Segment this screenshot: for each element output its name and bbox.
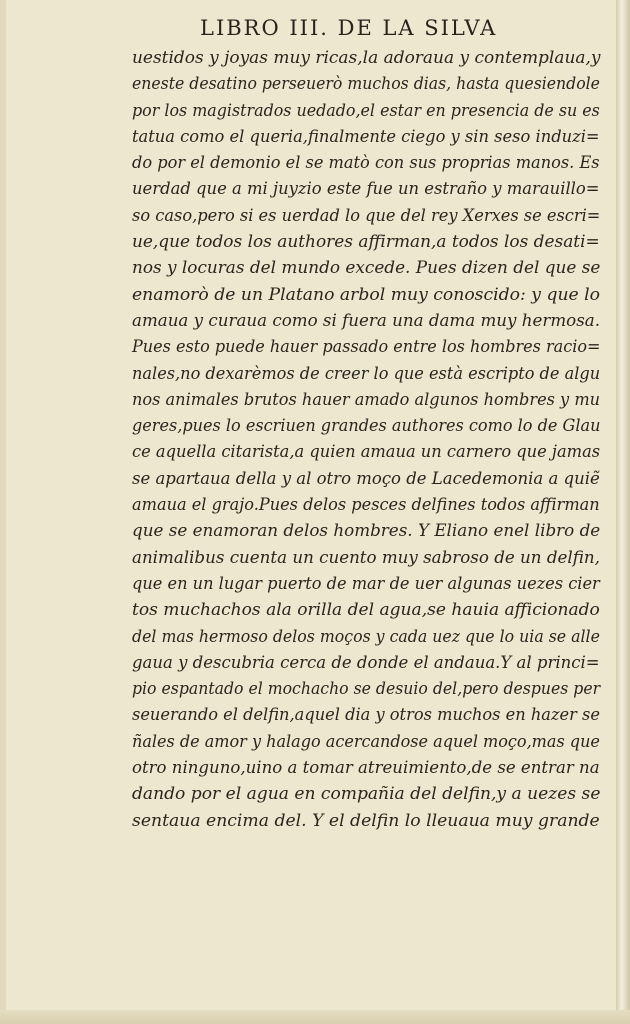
text-line: Pues esto puede hauer passado entre los hombres racio= xyxy=(132,337,601,357)
text-line: sentaua encima del. Y el delfin lo lleuaua muy grande xyxy=(132,810,600,830)
body-text xyxy=(132,45,600,834)
page-bottom-edge xyxy=(0,1010,630,1024)
text-line: ue,que todos los authores affirman,a todos los desati= xyxy=(132,232,600,252)
running-head: LIBRO III. DE LA SILVA xyxy=(200,16,498,40)
text-line: por los magistrados uedado,el estar en presencia de su es xyxy=(132,100,600,120)
text-line: nos y locuras del mundo excede. Pues dizen del que se xyxy=(132,258,601,278)
text-line: del mas hermoso delos moços y cada uez que lo uia se alle xyxy=(132,626,600,646)
text-line: animalibus cuenta un cuento muy sabroso de un delfin, xyxy=(132,547,600,567)
text-line: so caso,pero si es uerdad lo que del rey Xerxes se escri= xyxy=(132,205,601,225)
text-line: do por el demonio el se matò con sus proprias manos. Es xyxy=(132,153,600,173)
text-line: se apartaua della y al otro moço de Lacedemonia a quiẽ xyxy=(132,468,600,488)
text-line: uerdad que a mi juyzio este fue un estraño y marauillo= xyxy=(132,179,600,199)
text-line: uestidos y joyas muy ricas,la adoraua y contemplaua,y xyxy=(132,48,601,67)
page-edge xyxy=(616,0,630,1024)
text-line: amaua el grajo.Pues delos pesces delfines todos affirman xyxy=(132,495,600,515)
text-line: enamorò de un Platano arbol muy conoscido: y que lo xyxy=(132,284,601,304)
text-line: gaua y descubria cerca de donde el andaua.Y al princi= xyxy=(132,652,600,672)
text-line: dando por el agua en compañia del delfin,y a uezes se xyxy=(132,784,601,804)
text-line: tos muchachos ala orilla del agua,se hauia afficionado xyxy=(132,600,600,620)
text-line: que en un lugar puerto de mar de uer algunas uezes cier xyxy=(132,573,600,593)
page-gutter xyxy=(0,0,6,1024)
text-line: otro ninguno,uino a tomar atreuimiento,de se entrar na xyxy=(132,758,600,778)
text-line: pio espantado el mochacho se desuio del,pero despues per xyxy=(132,679,601,699)
text-line: nales,no dexarèmos de creer lo que està escripto de algu xyxy=(132,363,601,383)
text-line: seuerando el delfin,aquel dia y otros muchos en hazer se xyxy=(132,705,600,725)
text-line: amaua y curaua como si fuera una dama muy hermosa. xyxy=(132,310,600,330)
text-line: geres,pues lo escriuen grandes authores como lo de Glau xyxy=(132,416,601,436)
text-line: eneste desatino perseuerò muchos dias, hasta quesiendole xyxy=(132,74,600,94)
text-line: nos animales brutos hauer amado algunos hombres y mu xyxy=(132,389,601,409)
text-line: que se enamoran delos hombres. Y Eliano enel libro de xyxy=(132,521,601,541)
text-line: ñales de amor y halago acercandose aquel moço,mas que xyxy=(132,731,600,751)
text-line: tatua como el queria,finalmente ciego y sin seso induzi= xyxy=(132,126,600,146)
text-line: ce aquella citarista,a quien amaua un carnero que jamas xyxy=(132,442,601,462)
